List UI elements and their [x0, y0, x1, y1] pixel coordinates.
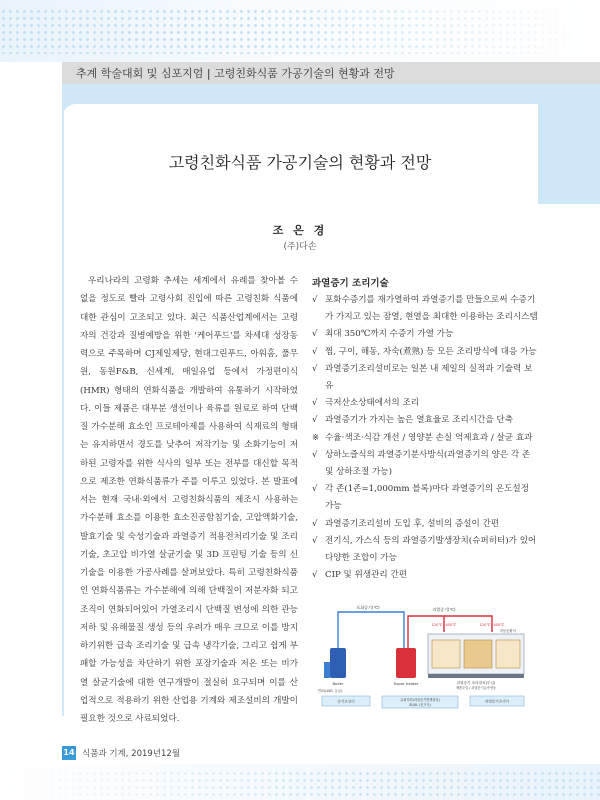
list-item-text: CIP 및 위생관리 간편	[325, 570, 408, 581]
label-superheated: 과열증기(℃)	[432, 607, 456, 612]
list-item	[312, 430, 538, 447]
list-item	[312, 344, 538, 361]
superheated-steam-diagram	[316, 602, 532, 710]
cooker-chamber-1	[432, 640, 460, 668]
list-item	[312, 516, 538, 533]
label-fuel: 연료(LNG, 등유)	[317, 689, 343, 693]
boiler-shape	[330, 648, 346, 678]
check-mark-icon: √	[312, 484, 318, 495]
check-mark-icon: √	[312, 570, 318, 581]
bullet-list	[312, 292, 538, 584]
cooker-chamber-3	[496, 640, 520, 668]
list-item-text: 전기식, 가스식 등의 과열증기발생장치(슈퍼히터)가 있어 다양한 조합이 가능	[325, 535, 537, 564]
list-item	[312, 567, 538, 584]
label-temp-b: 120℃~450℃	[479, 623, 505, 627]
running-title: 추계 학술대회 및 심포지엄 | 고령친화식품 가공기술의 현황과 전망	[76, 67, 395, 80]
check-mark-icon: √	[312, 363, 318, 374]
header-dot-pattern	[0, 8, 600, 54]
list-item	[312, 326, 538, 343]
box-cooker-label: 과열증기조리기	[484, 699, 510, 704]
list-item	[312, 481, 538, 515]
check-mark-icon: √	[312, 449, 318, 460]
running-header-bar	[62, 62, 600, 84]
label-super-heater: Super heater	[393, 681, 419, 686]
check-mark-icon: √	[312, 329, 318, 340]
list-item-text: 과열증기가 가지는 높은 열효율로 조리시간을 단축	[325, 415, 513, 426]
label-cooker: 과열증기 조리장치(투입)	[456, 681, 496, 685]
conveyor-shape	[428, 674, 524, 678]
left-border-line	[62, 84, 64, 716]
check-mark-icon: √	[312, 398, 318, 409]
list-item-text: 상하노즐식의 과열증기분사방식(과열증기의 양은 각 존 및 상하조절 가능)	[325, 449, 531, 478]
heater-shape	[396, 648, 416, 678]
list-item-text: 포화수증기를 재가열하여 과열증기를 만들으로써 수증기가 가지고 있는 잠열, 현열을 최대한 이용하는 조리시스템	[325, 295, 538, 323]
page-footer	[62, 746, 532, 762]
list-item	[312, 292, 538, 326]
list-item-text: 각 존(1존=1,000mm 블록)마다 과열증기의 온도설정 가능	[325, 484, 530, 512]
check-mark-icon: √	[312, 518, 318, 529]
label-product: 제품투입 / 과열증기급속냉동	[455, 686, 497, 690]
check-mark-icon: √	[312, 295, 318, 305]
list-item-text: 과열증기조리설비로는 일본 내 제일의 실적과 기술력 보유	[325, 363, 533, 392]
list-item-text: 최대 350℃까지 수증기 가열 가능	[325, 329, 454, 340]
journal-name: 식품과 기계, 2019년12월	[82, 749, 181, 759]
article-title: 고령친화식품 가공기술의 현황과 전망	[168, 153, 432, 172]
list-item	[312, 533, 538, 567]
body-right-column	[312, 275, 538, 584]
list-item	[312, 447, 538, 481]
list-item-text: 수율·색조·식감 개선 / 영양분 손실 억제효과 / 살균 효과	[325, 432, 533, 443]
body-left-column	[80, 272, 298, 728]
label-temp-a: 120℃~450℃	[431, 623, 457, 627]
list-item	[312, 395, 538, 412]
article-affiliation: (주)다손	[283, 242, 317, 252]
list-item-text: 과열증기조리설비 도입 후, 설비의 증설이 간편	[325, 518, 500, 529]
check-mark-icon: ※	[312, 432, 320, 443]
cooker-chamber-2	[464, 640, 492, 668]
list-item	[312, 412, 538, 429]
footer-dot-pattern	[0, 770, 600, 796]
list-item-text: 극저산소상태에서의 조리	[325, 398, 420, 409]
fuel-tank	[324, 662, 330, 678]
list-item	[312, 361, 538, 395]
list-item-text: 찜, 구이, 해동, 자숙(煮熟) 등 모든 조리방식에 대응 가능	[325, 346, 537, 357]
article-author: 조 은 경	[272, 224, 328, 237]
box-heater-label-1: 슈퍼히터(과열증기발생장치)	[400, 698, 440, 702]
section-heading: 과열증기 조리기술	[312, 278, 389, 289]
page-number: 14	[62, 746, 76, 760]
check-mark-icon: √	[312, 535, 318, 546]
check-mark-icon: √	[312, 415, 318, 426]
label-boiler: Boiler	[332, 681, 344, 686]
label-conveyor: 자동순환식	[499, 629, 516, 633]
check-mark-icon: √	[312, 346, 318, 357]
label-saturated: 포화증기(℃)	[356, 605, 380, 610]
box-boiler-label: 증기보일러	[337, 699, 355, 704]
body-paragraph: 우리나라의 고령화 추세는 세계에서 유례를 찾아볼 수 없을 정도로 빨라 고령사회 진입에 따른 고령친화 식품에 대한 관심이 고조되고 있다. 최근 식품산업계에서는 고령자의 건강과 질병예방을 위한 '케어푸드'를 차세대 성장동력으로 주목하며 CJ제일제당, 현대그린푸드, 아워홈, 풀무원, 동원F&B, 신세계, 매일유업 등에서 가정편이식(HMR) 형태의 연화식품을 개발하여 유통하기 시작하였다. 이들 제품은 대부분 생선이나 육류를 원료로 하여 단백질 가수분해 효소인 프로테아제를 사용하여 식재료의 형태는 유지하면서 경도를 낮추어 저작기능 및 소화기능이 저하된 고령자를 위한 식사의 일부 또는 전부를 대신할 목적으로 제조한 연화식품류가 주를 이루고 있었다. 본 발표에서는 현재 국내·외에서 고령친화식품의 제조시 사용하는 가수분해 효소를 이용한 효소진공함침기술, 고압액화기술, 발효기술 및 숙성기술과 과열증기 적용전처리기술 및 조리기술, 초고압 비가열 살균기술 및 3D 프린팅 기술 등의 신기술을 이용한 가공사례를 살펴보았다. 특히 고령친화식품인 연화식품류는 가수분해에 의해 단백질이 저분자화 되고 조직이 연화되어있어 가열조리시 단백질 변성에 의한 관능 저하 및 유해물질 생성 등의 우려가 매우 크므로 이를 방지하기위한 급속 조리기술 및 급속 냉각기술, 그리고 쉽게 부패할 가능성을 차단하기 위한 포장기술과 저온 또는 비가열 살균기술에 대한 연구개발이 절실히 요구되며 이를 산업적으로 적용하기 위한 산업용 기계와 제조설비의 개발이 필요한 것으로 사료되었다.	[80, 276, 298, 724]
box-heater-label-2: SUUL (전기식)	[409, 703, 431, 707]
